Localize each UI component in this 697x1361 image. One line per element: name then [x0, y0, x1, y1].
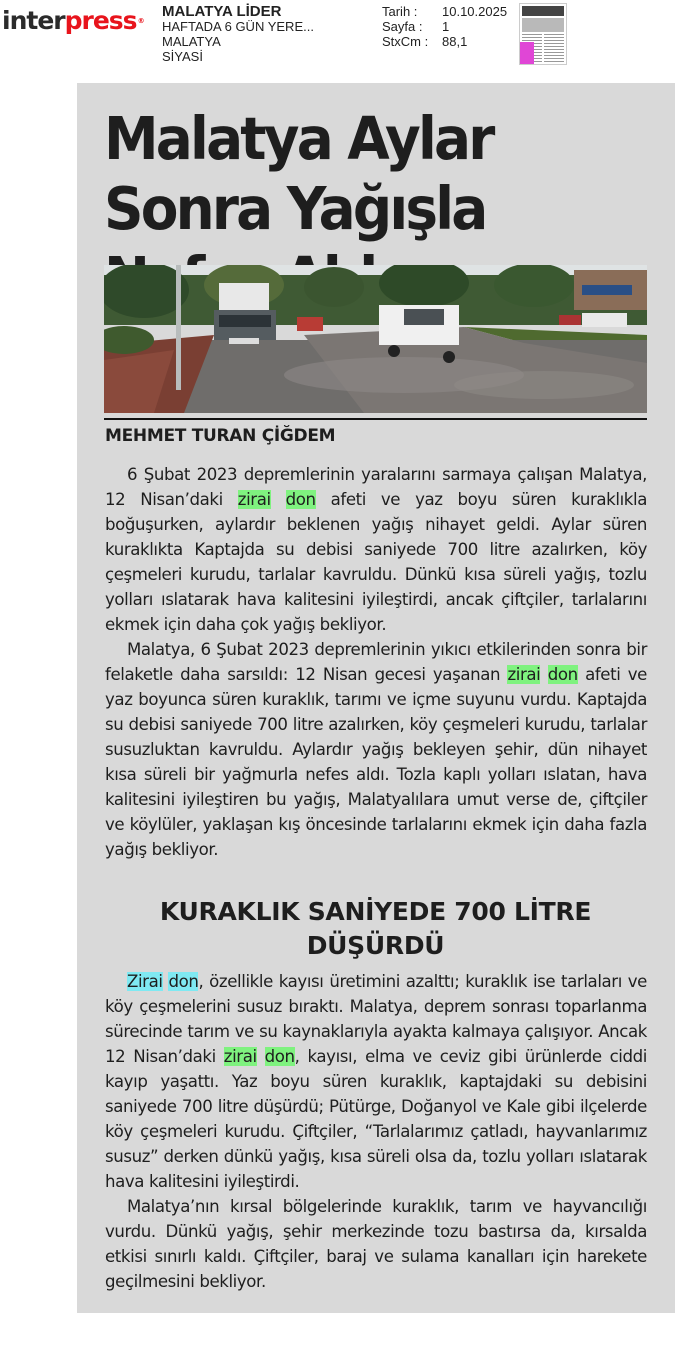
p2-text-b: afeti ve yaz boyunca süren kuraklık, tarımı ve içme suyunu vurdu. Kaptajda su debisi saniyede 700 litre azalırken, köy çeşmeleri kurudu, tarlalar susuzluktan kavruldu. Aylardır yağış bekleyen şehir, dün nihayet kısa süreli bir yağmurla nefes aldı. Tozla kaplı yolları ıslatan, hava kalitesini iyileştiren bu yağış, Malatyalılara umut verse de, çiftçiler ve köylüler, yaklaşan kış öncesinde tarlalarını ekmek için daha fazla yağış bekliyor. — [105, 665, 647, 859]
date-label: Tarih : — [382, 4, 418, 19]
p3-text-a: , özellikle kayısı üretimini azalttı; kuraklık ise tarlaları ve köy çeşmelerini susuz bıraktı. Malatya, deprem sonrası toparlanma sürecinde tarım ve su kaynaklarıyla ayakta kalmaya çalışıyor. Ancak 12 Nisan’daki — [105, 972, 647, 1066]
logo-main-text: inter — [2, 6, 65, 35]
highlight-don: don — [547, 665, 578, 684]
page-thumbnail[interactable] — [519, 3, 567, 65]
author-divider — [104, 418, 647, 420]
article-body-part1 — [105, 462, 647, 862]
highlight-zirai: Zirai — [127, 972, 163, 991]
paragraph-2 — [105, 637, 647, 862]
logo-registered-mark: ® — [137, 17, 144, 25]
publication-info — [162, 4, 314, 64]
page-row — [382, 19, 507, 34]
date-value: 10.10.2025 — [442, 4, 508, 19]
highlight-zirai: zirai — [237, 490, 271, 509]
highlight-don: don — [264, 1047, 295, 1066]
page-label: Sayfa : — [382, 19, 423, 34]
interpress-logo — [2, 6, 144, 36]
date-row — [382, 4, 507, 19]
stxcm-label: StxCm : — [382, 34, 429, 49]
highlight-zirai: zirai — [223, 1047, 257, 1066]
highlight-zirai: zirai — [507, 665, 541, 684]
p1-text-b: afeti ve yaz boyu süren kuraklıkla boğuşurken, aylardır beklenen yağış nihayet geldi. Aylar süren kuraklıkta Kaptajda su debisi saniyede 700 litre azalırken, köy çeşmeleri kurudu, tarlalar kavruldu. Dünkü kısa süreli yağış, tozlu yolları ıslatarak hava kalitesini iyileştirdi, ancak çiftçiler, tarlalarını ekmek için daha çok yağış bekliyor. — [105, 490, 647, 634]
highlight-don: don — [285, 490, 316, 509]
article-photo — [104, 265, 647, 413]
logo-accent-text: press — [64, 6, 137, 35]
paragraph-4: Malatya’nın kırsal bölgelerinde kuraklık, tarım ve hayvancılığı vurdu. Dünkü yağış, şehir merkezinde tozu bastırsa da, kırsalda etkisi sınırlı kaldı. Çiftçiler, baraj ve sulama kanalları için harekete geçilmesini bekliyor. — [105, 1197, 647, 1291]
stxcm-value: 88,1 — [442, 34, 468, 49]
clipping-meta — [382, 4, 507, 49]
paragraph-1 — [105, 462, 647, 637]
highlight-don: don — [168, 972, 199, 991]
article-body-part2 — [105, 969, 647, 1294]
publication-name: MALATYA LİDER — [162, 3, 282, 20]
paragraph-3 — [105, 969, 647, 1194]
article-author: MEHMET TURAN ÇİĞDEM — [105, 426, 336, 446]
article-subheading: KURAKLIK SANİYEDE 700 LİTRE DÜŞÜRDÜ — [159, 897, 592, 960]
publication-city: MALATYA — [162, 34, 221, 49]
article-headline: Malatya Aylar Sonra Yağışla — [104, 104, 493, 243]
publication-frequency: HAFTADA 6 GÜN YERE... — [162, 19, 314, 34]
stxcm-row — [382, 34, 507, 49]
page-value: 1 — [442, 19, 450, 34]
publication-category: SİYASİ — [162, 49, 203, 64]
p3-text-b: , kayısı, elma ve ceviz gibi ürünlerde ciddi kayıp yaşattı. Yaz boyu süren kuraklık, kaptajdaki su debisini saniyede 700 litre düşürdü; Pütürge, Doğanyol ve Kale gibi ilçelerde köy çeşmeleri kurudu. Çiftçiler, “Tarlalarımız çatladı, hayvanlarımız susuz” derken dünkü yağış, kısa süreli olsa da, tozlu yolları ıslatarak hava kalitesini iyileştirdi. — [105, 1047, 647, 1191]
p2-text-a: Malatya, 6 Şubat 2023 depremlerinin yıkıcı etkilerinden sonra bir felaketle daha sarsıldı: 12 Nisan gecesi yaşanan — [105, 640, 647, 684]
p1-text-a: 6 Şubat 2023 depremlerinin yaralarını sarmaya çalışan Malatya, 12 Nisan’daki — [105, 465, 647, 509]
